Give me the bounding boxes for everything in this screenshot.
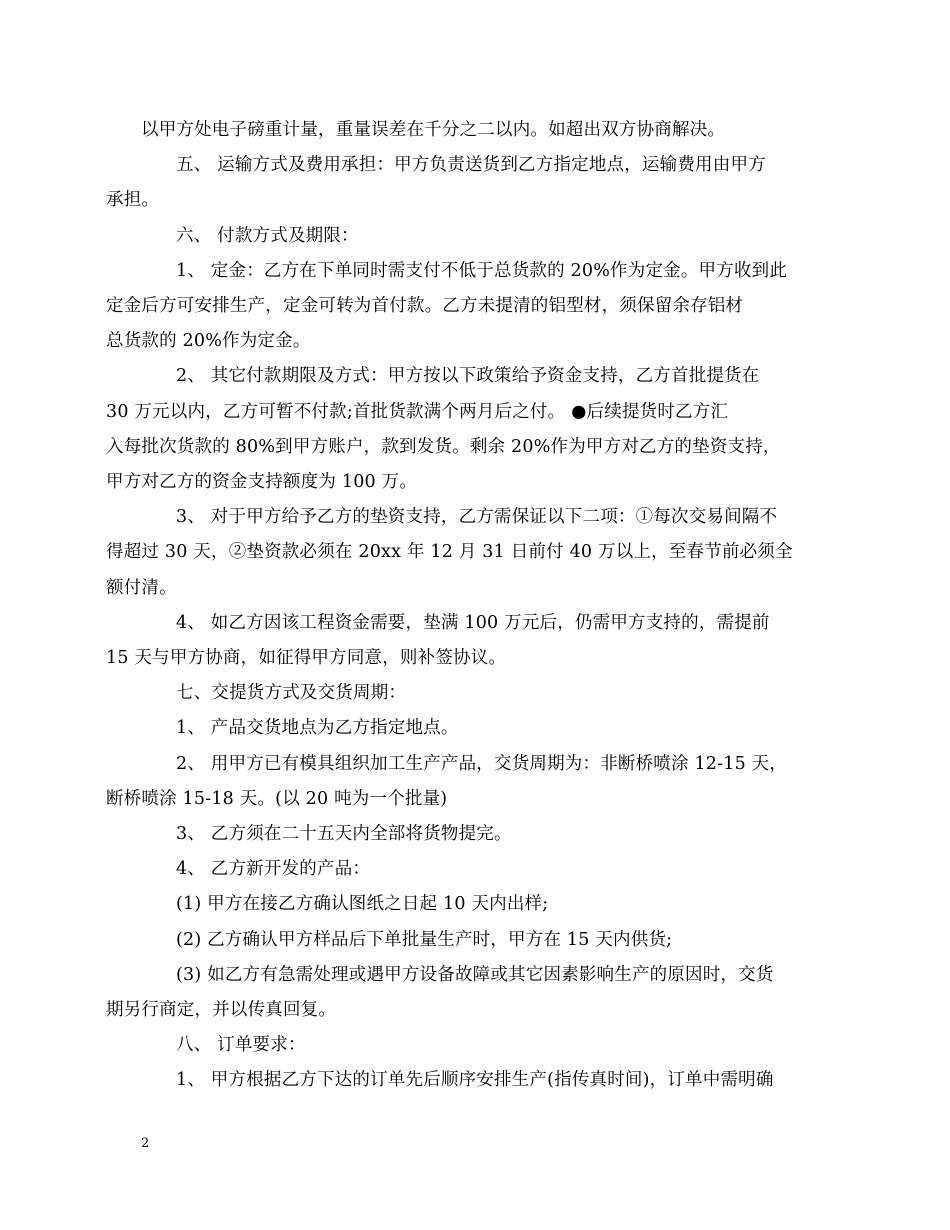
paragraph [106,606,813,676]
paragraph [141,923,813,958]
text-line: 额付清。 [106,577,177,598]
paragraph [106,148,813,218]
paragraph [141,711,813,746]
paragraph [141,1028,813,1063]
text-line: 1、 定金：乙方在下单同时需支付不低于总货款的 20%作为定金。甲方收到此 [176,260,788,281]
text-line: 3、 对于甲方给予乙方的垫资支持，乙方需保证以下二项：①每次交易间隔不 [176,507,778,528]
text-line: 2、 用甲方已有模具组织加工生产产品，交货周期为：非断桥喷涂 12-15 天， [176,753,788,774]
text-line: 以甲方处电子磅重计量，重量误差在千分之二以内。如超出双方协商解决。 [141,120,726,140]
text-line: 15 天与甲方协商，如征得甲方同意，则补签协议。 [106,648,507,669]
paragraph [106,359,813,500]
text-line: 3、 乙方须在二十五天内全部将货物提完。 [176,824,512,845]
text-line: 承担。 [106,190,160,211]
text-line: 期另行商定，并以传真回复。 [106,1000,337,1021]
paragraph [141,113,813,148]
text-line: 1、 甲方根据乙方下达的订单先后顺序安排生产(指传真时间)，订单中需明确 [176,1070,774,1091]
document-body [106,113,813,1099]
paragraph [106,747,813,817]
text-line: 得超过 30 天，②垫资款必须在 20xx 年 12 月 31 日前付 40 万以上，至春节前必须全 [106,542,793,563]
text-line: 甲方对乙方的资金支持额度为 100 万。 [106,472,418,493]
page-number: 2 [141,1136,150,1151]
paragraph [141,676,813,711]
text-line: 断桥喷涂 15-18 天。(以 20 吨为一个批量) [106,788,448,809]
text-line: (1) 甲方在接乙方确认图纸之日起 10 天内出样; [176,894,549,915]
text-line: 30 万元以内，乙方可暂不付款;首批货款满个两月后之付。 ●后续提货时乙方汇 [106,401,729,422]
text-line: 1、 产品交货地点为乙方指定地点。 [176,718,459,739]
text-line: 4、 如乙方因该工程资金需要，垫满 100 万元后，仍需甲方支持的，需提前 [176,612,770,633]
paragraph [141,219,813,254]
paragraph [106,958,813,1028]
paragraph [106,500,813,606]
text-line: 六、 付款方式及期限： [176,225,359,246]
text-line: 总货款的 20%作为定金。 [106,331,311,352]
text-line: 五、 运输方式及费用承担：甲方负责送货到乙方指定地点，运输费用由甲方 [176,155,766,176]
paragraph [141,852,813,887]
text-line: 4、 乙方新开发的产品： [176,859,371,880]
text-line: 八、 订单要求： [176,1035,306,1056]
text-line: (2) 乙方确认甲方样品后下单批量生产时，甲方在 15 天内供货; [176,929,673,950]
paragraph [141,887,813,922]
text-line: 2、 其它付款期限及方式：甲方按以下政策给予资金支持，乙方首批提货在 [176,366,760,387]
paragraph [106,254,813,360]
text-line: 入每批次货款的 80%到甲方账户，款到发货。剩余 20%作为甲方对乙方的垫资支持， [106,436,781,457]
text-line: (3) 如乙方有急需处理或遇甲方设备故障或其它因素影响生产的原因时，交货 [176,964,774,985]
text-line: 定金后方可安排生产，定金可转为首付款。乙方未提清的铝型材，须保留余存铝材 [106,296,744,317]
text-line: 七、交提货方式及交货周期： [176,683,407,704]
paragraph [141,817,813,852]
paragraph [141,1063,813,1098]
